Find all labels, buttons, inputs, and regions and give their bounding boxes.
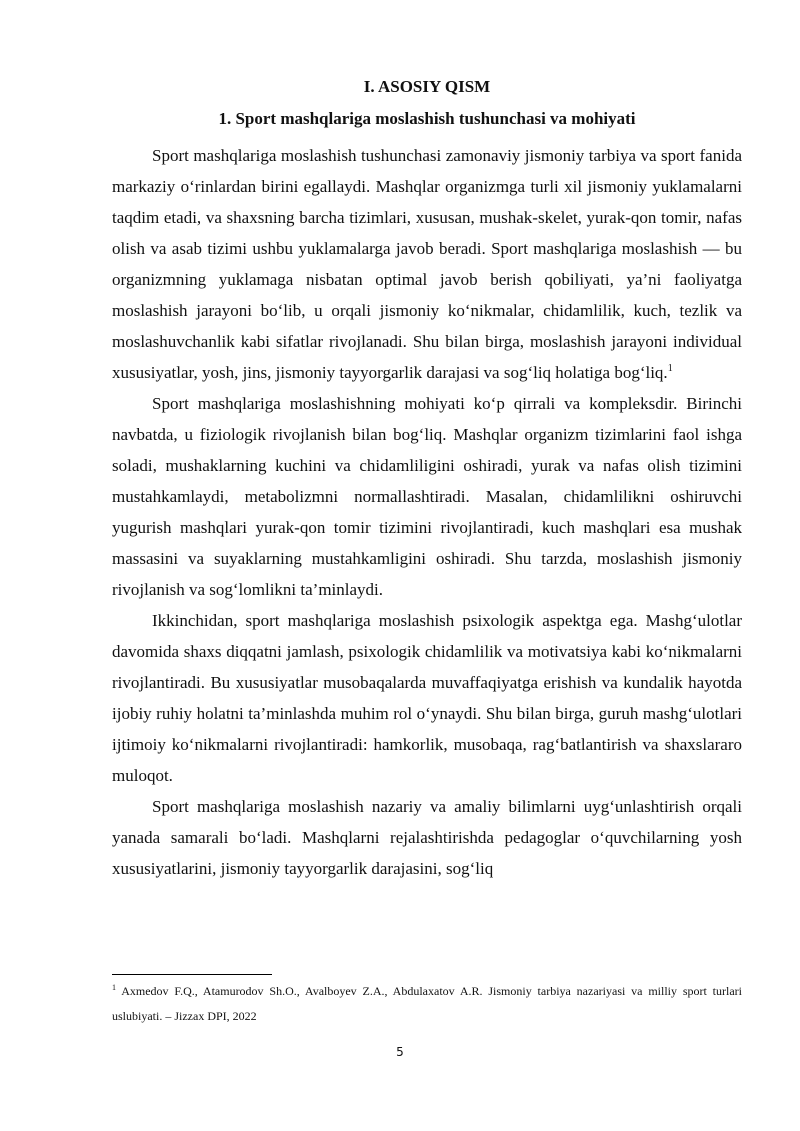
paragraph-1: [112, 140, 742, 388]
paragraph-1-text: Sport mashqlariga moslashish tushunchasi zamonaviy jismoniy tarbiya va sport fanida markaziy o‘rinlardan birini egallaydi. Mashqlar organizmga turli xil jismoniy yuklamalarni taqdim etadi, va shaxsning barcha tizimlari, xususan, mushak-skelet, yurak-qon tomir, nafas olish va asab tizimi ushbu yuklamalarga javob beradi. Sport mashqlariga moslashish — bu organizmning yuklamaga nisbatan optimal javob berish qobiliyati, ya’ni faoliyatga moslashish jarayoni bo‘lib, u orqali jismoniy ko‘nikmalar, chidamlilik, kuch, tezlik va moslashuvchanlik kabi sifatlar rivojlanadi. Shu bilan birga, moslashish jarayoni individual xususiyatlar, yosh, jins, jismoniy tayyorgarlik darajasi va sog‘liq holatiga bog‘liq.: [112, 146, 742, 382]
paragraph-2: Sport mashqlariga moslashishning mohiyati ko‘p qirrali va kompleksdir. Birinchi navbatda, u fiziologik rivojlanish bilan bog‘liq. Mashqlar organizm tizimlarini faol ishga soladi, mushaklarning kuchini va chidamliligini oshiradi, yurak va nafas olish tizimini mustahkamlaydi, metabolizmni normallashtiradi. Masalan, chidamlilikni oshiruvchi yugurish mashqlari yurak-qon tomir tizimini rivojlantiradi, kuch mashqlari esa mushak massasini va suyaklarning mustahkamligini oshiradi. Shu tarzda, moslashish jismoniy rivojlanish va sog‘lomlikni ta’minlaydi.: [112, 394, 742, 599]
page-number: 5: [396, 1045, 404, 1059]
footnote-text: Axmedov F.Q., Atamurodov Sh.O., Avalboyev Z.A., Abdulaxatov A.R. Jismoniy tarbiya nazariyasi va milliy sport turlari uslubiyati. – Jizzax DPI, 2022: [112, 984, 742, 1023]
footnote-marker: 1: [112, 983, 116, 992]
footnote-reference: 1: [667, 363, 673, 374]
body-text: [112, 140, 742, 884]
paragraph-3: Ikkinchidan, sport mashqlariga moslashish psixologik aspektga ega. Mashg‘ulotlar davomida shaxs diqqatni jamlash, psixologik chidamlilik va motivatsiya kabi ko‘nikmalarni rivojlantiradi. Bu xususiyatlar musobaqalarda muvaffaqiyatga erishish va kundalik hayotda ijobiy ruhiy holatni ta’minlashda muhim rol o‘ynaydi. Shu bilan birga, guruh mashg‘ulotlari ijtimoiy ko‘nikmalarni rivojlantiradi: hamkorlik, musobaqa, rag‘batlantirish va shaxslararo muloqot.: [112, 611, 742, 785]
paragraph-4: Sport mashqlariga moslashish nazariy va amaliy bilimlarni uyg‘unlashtirish orqali yanada samarali bo‘ladi. Mashqlarni rejalashtirishda pedagoglar o‘quvchilarning yosh xususiyatlarini, jismoniy tayyorgarlik darajasini, sog‘liq: [112, 797, 742, 878]
section-title: I. ASOSIY QISM: [363, 77, 491, 96]
subsection-title: 1. Sport mashqlariga moslashish tushunchasi va mohiyati: [218, 109, 636, 128]
footnote: [112, 979, 742, 1029]
footnote-separator: [112, 974, 272, 975]
